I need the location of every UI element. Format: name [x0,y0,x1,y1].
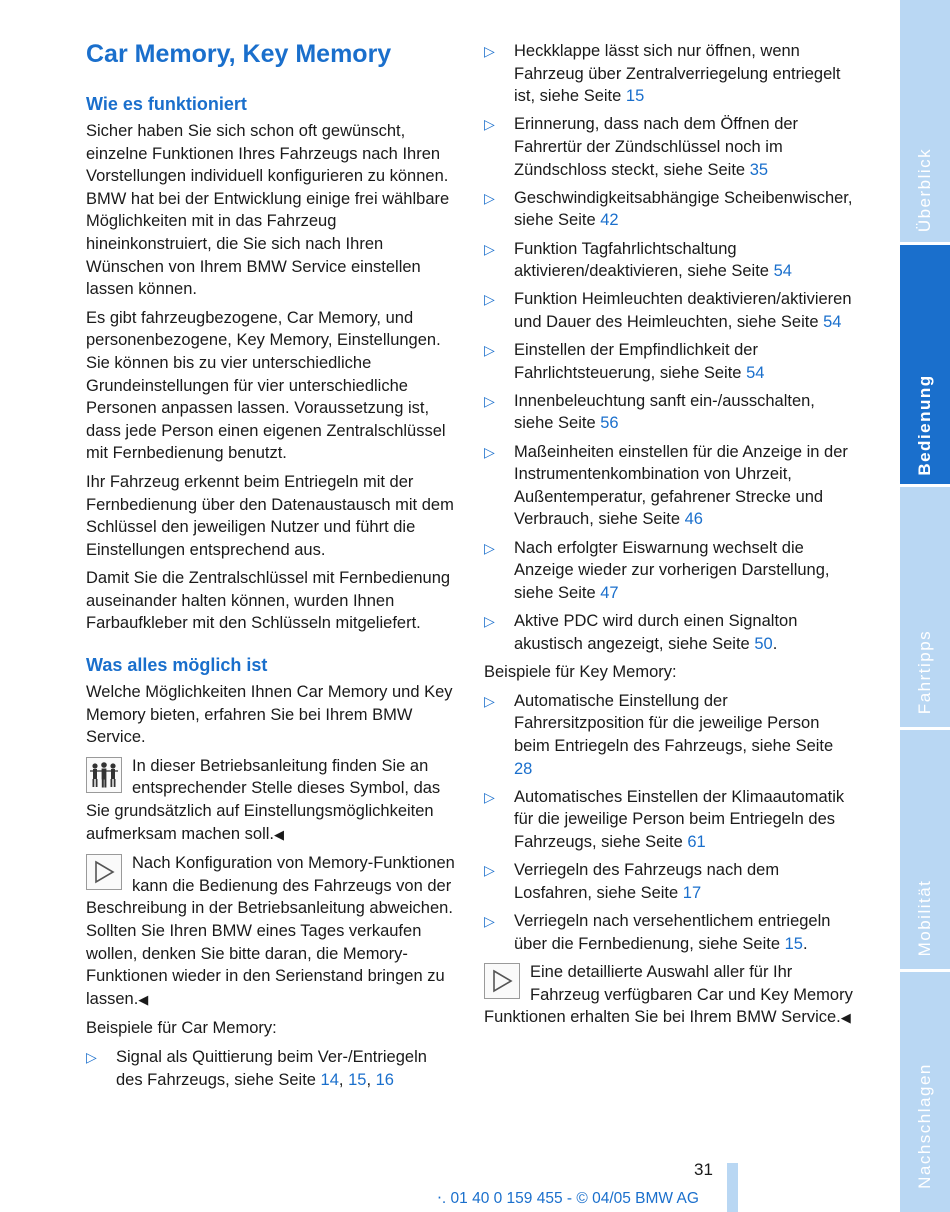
car-examples-label: Beispiele für Car Memory: [86,1019,277,1038]
note-triangle-icon [86,854,122,890]
paragraph: Welche Möglichkeiten Ihnen Car Memory und Key Memory bieten, erfahren Sie bei Ihrem BMW Service. [86,683,453,747]
tab-label: Nachschlagen [915,1063,934,1189]
page-link[interactable]: 50 [754,634,773,653]
note-settings [86,755,456,846]
item-text: Maßeinheiten einstellen für die Anzeige in der Instrumentenkombination von Uhrzeit, Außentemperatur, gefahrener Strecke und Verbrauch, siehe Seite [514,442,848,529]
right-column [484,40,856,1036]
page-title: Car Memory, Key Memory [86,40,392,68]
page-link[interactable]: 54 [823,312,842,331]
bullet-arrow-icon: ▷ [484,912,495,929]
page-link[interactable]: 42 [600,211,619,230]
tab-mobilitaet[interactable] [900,730,950,972]
list-item [484,537,856,605]
bullet-arrow-icon: ▷ [484,189,495,206]
page-link[interactable]: 56 [600,414,619,433]
page-link[interactable]: 61 [687,832,706,851]
footer-note: ‧. 01 40 0 159 455 - © 04/05 BMW AG [437,1190,699,1207]
bullet-arrow-icon: ▷ [484,240,495,257]
paragraph: Damit Sie die Zentralschlüssel mit Fernbedienung auseinander halten können, wurden Ihnen Farbaufkleber mit den Schlüsseln mitgeliefert. [86,569,451,633]
bullet-arrow-icon: ▷ [484,862,495,879]
tab-label: Bedienung [915,374,934,476]
item-tail: . [772,634,778,653]
item-text: Heckklappe lässt sich nur öffnen, wenn Fahrzeug über Zentralverriegelung entriegelt ist, siehe Seite [514,42,841,106]
item-text: Automatisches Einstellen der Klimaautomatik für die jeweilige Person beim Entriegeln des Fahrzeugs, siehe Seite [514,787,845,851]
tab-label: Fahrtipps [915,629,934,715]
note-memory [86,852,456,1011]
section-heading-what: Was alles möglich ist [86,655,268,676]
bullet-arrow-icon: ▷ [86,1048,97,1065]
item-text: Verriegeln des Fahrzeugs nach dem Losfahren, siehe Seite [514,861,780,902]
key-examples-label: Beispiele für Key Memory: [484,663,677,682]
item-text: Signal als Quittierung beim Ver-/Entriegeln des Fahrzeugs, siehe Seite [116,1047,427,1089]
end-mark-icon: ◀ [274,826,284,842]
chapter-sidebar [900,0,950,1212]
list-item [484,40,856,108]
page-link[interactable]: 54 [746,363,765,382]
bullet-arrow-icon: ▷ [484,539,495,556]
item-text: Aktive PDC wird durch einen Signalton akustisch angezeigt, siehe Seite [514,612,798,653]
left-column [86,38,456,1097]
car-memory-list-right [484,40,856,655]
item-text: Geschwindigkeitsabhängige Scheibenwischer, siehe Seite [514,188,853,230]
item-text: Einstellen der Empfindlichkeit der Fahrlichtsteuerung, siehe Seite [514,341,758,382]
page-link[interactable]: 16 [375,1070,394,1089]
page-link[interactable]: 35 [749,160,769,179]
tab-ueberblick[interactable] [900,0,950,245]
page-link[interactable]: 28 [514,759,533,778]
bullet-arrow-icon: ▷ [484,392,495,409]
item-text: Erinnerung, dass nach dem Öffnen der Fahrertür der Zündschlüssel noch im Zündschloss steckt, siehe Seite [514,115,799,179]
item-text: Funktion Heimleuchten deaktivieren/aktivieren und Dauer des Heimleuchten, siehe Seite [514,290,852,331]
bullet-arrow-icon: ▷ [484,692,495,709]
tab-nachschlagen[interactable] [900,972,950,1212]
list-item [484,859,856,904]
item-text: Automatische Einstellung der Fahrersitzposition für die jeweilige Person beim Entriegeln des Fahrzeugs, siehe Seite [514,691,834,755]
paragraph: Es gibt fahrzeugbezogene, Car Memory, und personenbezogene, Key Memory, Einstellungen. Sie können bis zu vier unterschiedliche Grundeinstellungen für vier unterschiedliche Personen anpassen lassen. Voraussetzung ist, dass jede Person einen eigenen Zentralschlüssel mit Fernbedienung benutzt. [86,308,446,463]
persons-settings-icon [86,757,122,793]
page-link[interactable]: 47 [600,583,619,602]
note-text: Eine detaillierte Auswahl aller für Ihr Fahrzeug verfügbaren Car und Key Memory Funktionen erhalten Sie bei Ihrem BMW Service. [484,963,853,1027]
item-text: Nach erfolgter Eiswarnung wechselt die Anzeige wieder zur vorherigen Darstellung, siehe Seite [514,538,830,602]
list-item [484,690,856,780]
page-link[interactable]: 54 [773,262,792,281]
page-link[interactable]: 15 [784,934,803,953]
list-item [484,288,856,333]
item-text: Innenbeleuchtung sanft ein-/ausschalten, siehe Seite [514,391,815,433]
note-triangle-icon [484,963,520,999]
tab-label: Überblick [915,147,934,233]
list-item [484,441,856,531]
paragraph: Sicher haben Sie sich schon oft gewünscht, einzelne Funktionen Ihres Fahrzeugs nach Ihren Vorstellungen individuell konfigurieren zu können. BMW hat bei der Entwicklung einige frei wählbare Möglichkeiten mit in das Fahrzeug hineinkonstruiert, die Sie sich nach Ihren Wünschen von Ihrem BMW Service einstellen lassen können. [86,122,450,299]
bullet-arrow-icon: ▷ [484,43,495,59]
item-text: Verriegeln nach versehentlichem entriegeln über die Fernbedienung, siehe Seite [514,911,831,953]
car-memory-list-left [86,1046,456,1091]
tab-label: Mobilität [915,879,934,957]
list-item [484,910,856,955]
section-heading-how: Wie es funktioniert [86,94,247,114]
bullet-arrow-icon: ▷ [484,788,495,805]
page-link[interactable]: 46 [684,510,703,529]
bullet-arrow-icon: ▷ [484,443,495,460]
item-text: Funktion Tagfahrlichtschaltung aktivieren/deaktivieren, siehe Seite [514,239,774,281]
page-number-bar [727,1163,738,1212]
paragraph: Ihr Fahrzeug erkennt beim Entriegeln mit der Fernbedienung über den Datenaustausch mit dem Schlüssel den jeweiligen Nutzer und führt die Einstellungen entsprechend aus. [86,472,454,559]
note-selection [484,961,856,1030]
list-item [484,786,856,854]
page-link[interactable]: 15 [348,1070,367,1089]
tab-bedienung[interactable] [900,245,950,487]
list-item [484,113,856,181]
list-item [484,238,856,283]
list-item [484,390,856,435]
list-item [484,610,856,655]
tab-fahrtipps[interactable] [900,487,950,730]
note-text: In dieser Betriebsanleitung finden Sie an entsprechender Stelle dieses Symbol, das Sie grundsätzlich auf Einstellungsmöglichkeiten aufmerksam machen soll. [86,756,441,843]
separator: , [366,1070,376,1089]
bullet-arrow-icon: ▷ [484,342,495,359]
list-item [484,339,856,384]
page-link[interactable]: 15 [625,87,645,106]
page-link[interactable]: 17 [682,883,702,902]
page-number: 31 [694,1160,713,1179]
bullet-arrow-icon: ▷ [484,116,495,133]
key-memory-list [484,690,856,955]
list-item [86,1046,456,1091]
separator: , [338,1070,349,1089]
end-mark-icon: ◀ [840,1010,851,1026]
item-tail: . [802,934,808,953]
note-text: Nach Konfiguration von Memory-Funktionen kann die Bedienung des Fahrzeugs von der Beschreibung in der Betriebsanleitung abweichen. Sollten Sie Ihren BMW eines Tages verkaufen wollen, denken Sie bitte daran, die Memory-Funktionen wieder in den Serienstand bringen zu lassen. [86,854,455,1008]
end-mark-icon: ◀ [138,991,149,1007]
bullet-arrow-icon: ▷ [484,613,495,629]
page-link[interactable]: 14 [320,1070,339,1089]
bullet-arrow-icon: ▷ [484,291,495,308]
list-item [484,187,856,232]
